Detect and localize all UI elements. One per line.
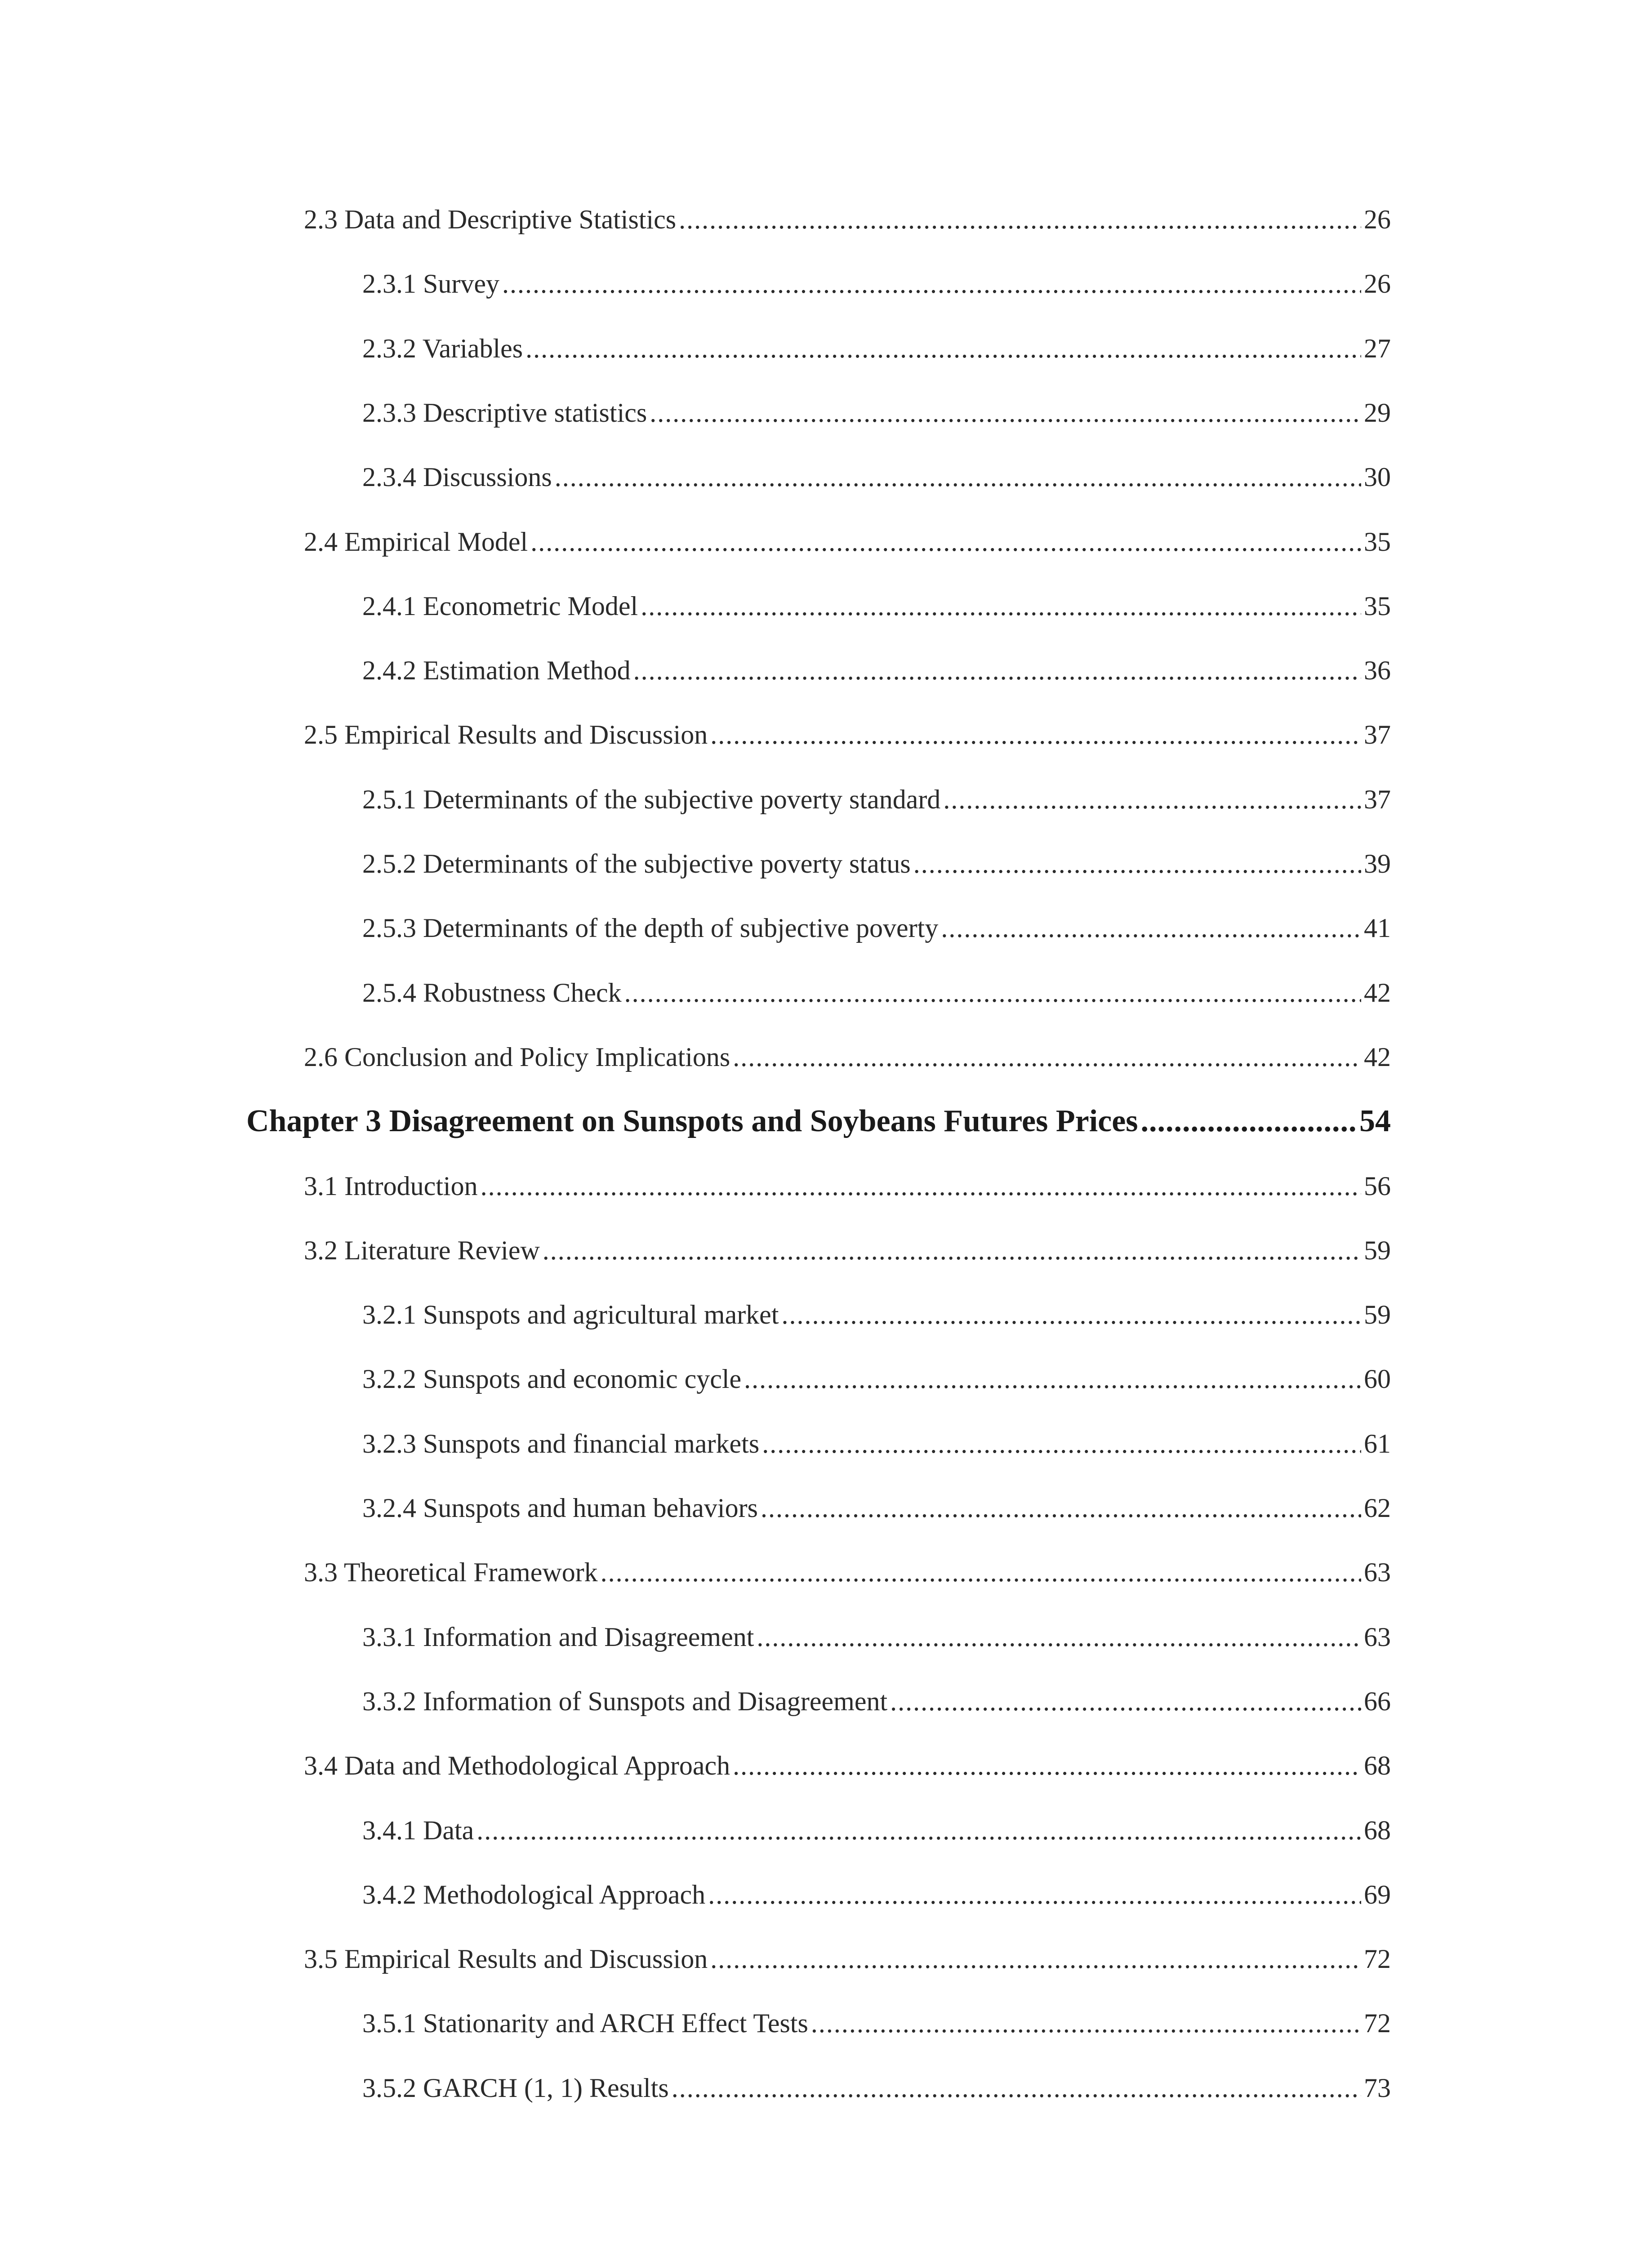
toc-entry bbox=[362, 781, 1391, 817]
toc-dot-leader bbox=[641, 588, 1361, 624]
toc-dot-leader bbox=[744, 1361, 1361, 1397]
toc-entry-title: 3.3 Theoretical Framework bbox=[304, 1557, 598, 1587]
toc-entry-page-number: 29 bbox=[1364, 398, 1391, 428]
toc-dot-leader bbox=[733, 1748, 1361, 1784]
toc-dot-leader bbox=[941, 910, 1361, 946]
toc-entry bbox=[362, 1877, 1391, 1913]
toc-dot-leader bbox=[525, 330, 1361, 366]
toc-entry bbox=[362, 330, 1391, 366]
toc-entry bbox=[362, 1683, 1391, 1719]
toc-entry-page-number: 26 bbox=[1364, 205, 1391, 234]
toc-entry-page-number: 42 bbox=[1364, 1042, 1391, 1072]
toc-dot-leader bbox=[530, 524, 1361, 560]
toc-entry bbox=[362, 975, 1391, 1011]
toc-dot-leader bbox=[943, 781, 1361, 817]
toc-dot-leader bbox=[811, 2005, 1361, 2041]
toc-entry-title: 3.5.2 GARCH (1, 1) Results bbox=[362, 2073, 669, 2103]
toc-dot-leader bbox=[672, 2070, 1361, 2106]
toc-entry-title: 2.4.1 Econometric Model bbox=[362, 591, 638, 621]
toc-dot-leader bbox=[555, 459, 1361, 495]
toc-entry-page-number: 42 bbox=[1364, 978, 1391, 1008]
toc-entry-title: 2.3.3 Descriptive statistics bbox=[362, 398, 647, 428]
toc-entry-page-number: 72 bbox=[1364, 2008, 1391, 2038]
toc-dot-leader bbox=[733, 1039, 1361, 1075]
toc-entry-page-number: 63 bbox=[1364, 1622, 1391, 1652]
toc-dot-leader bbox=[710, 717, 1361, 753]
toc-entry-title: 2.3 Data and Descriptive Statistics bbox=[304, 205, 677, 234]
toc-entry bbox=[304, 1168, 1391, 1204]
toc-entry-page-number: 69 bbox=[1364, 1880, 1391, 1909]
toc-entry-title: 3.5.1 Stationarity and ARCH Effect Tests bbox=[362, 2008, 808, 2038]
toc-entry bbox=[304, 1039, 1391, 1075]
toc-entry-title: 2.3.4 Discussions bbox=[362, 462, 552, 492]
toc-entry-page-number: 68 bbox=[1364, 1751, 1391, 1780]
toc-entry-title: Chapter 3 Disagreement on Sunspots and Soybeans Futures Prices bbox=[246, 1104, 1138, 1138]
toc-entry-title: 3.4 Data and Methodological Approach bbox=[304, 1751, 730, 1780]
toc-entry-page-number: 61 bbox=[1364, 1429, 1391, 1459]
toc-entry bbox=[304, 201, 1391, 237]
toc-entry-title: 3.2.4 Sunspots and human behaviors bbox=[362, 1493, 758, 1523]
toc-dot-leader bbox=[481, 1168, 1361, 1204]
toc-entry-page-number: 60 bbox=[1364, 1364, 1391, 1394]
toc-dot-leader bbox=[476, 1812, 1361, 1848]
toc-dot-leader bbox=[913, 846, 1361, 882]
toc-entry-title: 2.4 Empirical Model bbox=[304, 527, 528, 557]
toc-entry bbox=[362, 2005, 1391, 2041]
toc-entry bbox=[304, 1941, 1391, 1977]
toc-dot-leader bbox=[757, 1619, 1361, 1655]
toc-entry bbox=[304, 1748, 1391, 1784]
toc-entry bbox=[362, 1619, 1391, 1655]
toc-dot-leader bbox=[543, 1232, 1361, 1268]
toc-entry bbox=[362, 266, 1391, 302]
toc-entry-page-number: 30 bbox=[1364, 462, 1391, 492]
toc-entry-page-number: 54 bbox=[1359, 1104, 1391, 1138]
toc-entry bbox=[362, 588, 1391, 624]
toc-entry-page-number: 56 bbox=[1364, 1171, 1391, 1201]
toc-entry-page-number: 37 bbox=[1364, 785, 1391, 814]
toc-entry-page-number: 59 bbox=[1364, 1236, 1391, 1265]
toc-entry bbox=[362, 459, 1391, 495]
toc-entry-title: 3.2.2 Sunspots and economic cycle bbox=[362, 1364, 742, 1394]
toc-dot-leader bbox=[762, 1426, 1361, 1462]
toc-entry-title: 2.3.2 Variables bbox=[362, 334, 523, 363]
toc-entry-page-number: 27 bbox=[1364, 334, 1391, 363]
toc-entry-page-number: 26 bbox=[1364, 269, 1391, 299]
toc-entry-page-number: 35 bbox=[1364, 591, 1391, 621]
toc-entry-page-number: 35 bbox=[1364, 527, 1391, 557]
toc-entry-title: 2.5.4 Robustness Check bbox=[362, 978, 622, 1008]
toc-dot-leader bbox=[502, 266, 1361, 302]
toc-entry bbox=[304, 1232, 1391, 1268]
toc-dot-leader bbox=[890, 1683, 1361, 1719]
toc-dot-leader bbox=[679, 201, 1361, 237]
toc-entry-title: 2.5.3 Determinants of the depth of subjective poverty bbox=[362, 913, 939, 943]
toc-dot-leader bbox=[1141, 1103, 1357, 1139]
toc-entry bbox=[362, 1297, 1391, 1333]
toc-entry-title: 2.4.2 Estimation Method bbox=[362, 656, 631, 685]
toc-dot-leader bbox=[650, 395, 1361, 431]
toc-entry bbox=[362, 1812, 1391, 1848]
toc-entry-title: 3.2.3 Sunspots and financial markets bbox=[362, 1429, 760, 1459]
toc-entry-page-number: 36 bbox=[1364, 656, 1391, 685]
toc-dot-leader bbox=[633, 652, 1361, 688]
toc-entry-page-number: 59 bbox=[1364, 1300, 1391, 1329]
toc-entry-page-number: 73 bbox=[1364, 2073, 1391, 2103]
toc-entry-title: 3.3.1 Information and Disagreement bbox=[362, 1622, 754, 1652]
toc-dot-leader bbox=[708, 1877, 1361, 1913]
toc-dot-leader bbox=[710, 1941, 1361, 1977]
toc-entry bbox=[362, 1490, 1391, 1526]
toc-entry-title: 2.5.2 Determinants of the subjective poverty status bbox=[362, 849, 911, 879]
toc-entry-title: 3.1 Introduction bbox=[304, 1171, 478, 1201]
toc-entry bbox=[304, 717, 1391, 753]
toc-entry-page-number: 62 bbox=[1364, 1493, 1391, 1523]
toc-entry-title: 2.5.1 Determinants of the subjective poverty standard bbox=[362, 785, 941, 814]
toc-entry-title: 2.6 Conclusion and Policy Implications bbox=[304, 1042, 730, 1072]
toc-dot-leader bbox=[624, 975, 1361, 1011]
toc-entry bbox=[362, 2070, 1391, 2106]
toc-entry bbox=[362, 395, 1391, 431]
toc-dot-leader bbox=[761, 1490, 1361, 1526]
toc-entry-title: 3.4.2 Methodological Approach bbox=[362, 1880, 706, 1909]
toc-entry bbox=[362, 1426, 1391, 1462]
toc-entry-title: 3.2 Literature Review bbox=[304, 1236, 540, 1265]
toc-entry-title: 2.5 Empirical Results and Discussion bbox=[304, 720, 708, 749]
toc-entry bbox=[362, 910, 1391, 946]
toc-entry-page-number: 72 bbox=[1364, 1944, 1391, 1974]
toc-entry-page-number: 63 bbox=[1364, 1557, 1391, 1587]
toc-entry-page-number: 68 bbox=[1364, 1815, 1391, 1845]
toc-entry bbox=[362, 1361, 1391, 1397]
toc-entry-page-number: 41 bbox=[1364, 913, 1391, 943]
toc-entry bbox=[362, 846, 1391, 882]
toc-dot-leader bbox=[601, 1554, 1361, 1590]
toc-entry-title: 3.4.1 Data bbox=[362, 1815, 474, 1845]
toc-entry-page-number: 39 bbox=[1364, 849, 1391, 879]
toc-entry bbox=[362, 652, 1391, 688]
toc-entry-title: 3.5 Empirical Results and Discussion bbox=[304, 1944, 708, 1974]
toc-entry bbox=[304, 1554, 1391, 1590]
toc-entry-page-number: 66 bbox=[1364, 1686, 1391, 1716]
toc-entry-page-number: 37 bbox=[1364, 720, 1391, 749]
toc-entry-title: 2.3.1 Survey bbox=[362, 269, 499, 299]
toc-chapter-entry bbox=[246, 1103, 1391, 1139]
toc-dot-leader bbox=[781, 1297, 1361, 1333]
toc-entry bbox=[304, 524, 1391, 560]
toc-entry-title: 3.3.2 Information of Sunspots and Disagreement bbox=[362, 1686, 888, 1716]
toc-entry-title: 3.2.1 Sunspots and agricultural market bbox=[362, 1300, 779, 1329]
